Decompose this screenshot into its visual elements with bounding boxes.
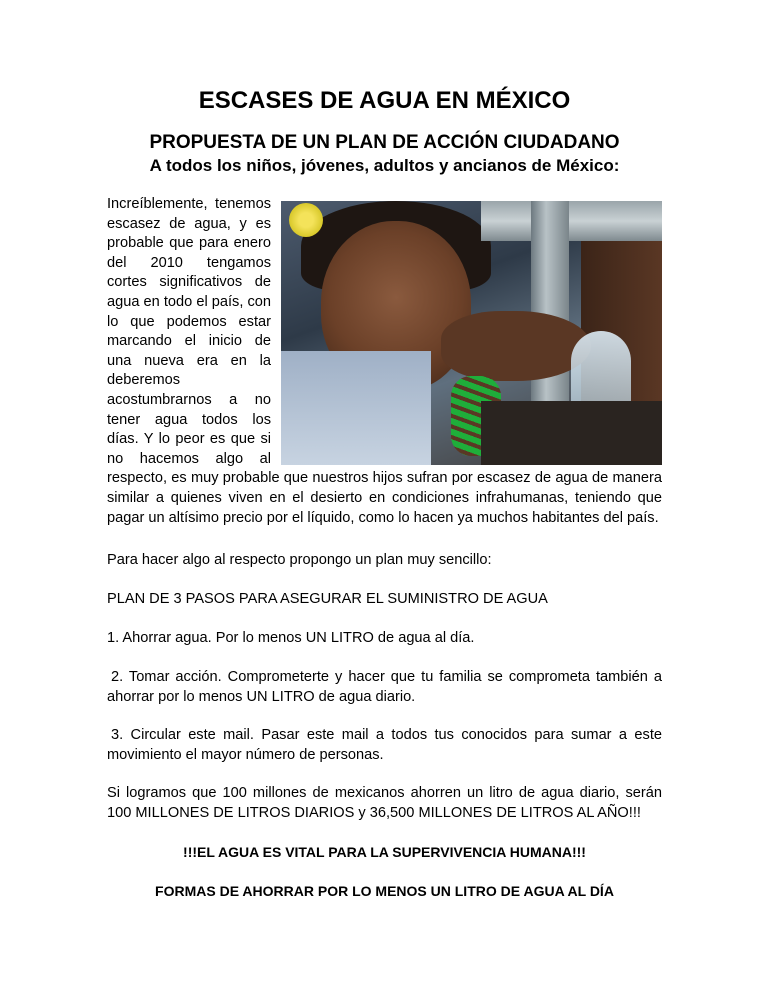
vital-note: !!!EL AGUA ES VITAL PARA LA SUPERVIVENCIA HUMANA!!! [183,844,586,860]
intro-paragraph: Increíblemente, tenemos escasez de agua, y es probable que para enero del 2010 tengamos cortes significativos de agua en todo el país, con lo que podemos estar marcando el inicio de una nueva era en la deberemos acostumbrarnos a no tener agua todos los días. Y lo peor es que si no hacemos algo al respecto, es muy probable que nuestros hijos sufran por escasez de agua de manera similar a quienes viven en el desierto en condiciones infrahumanas, teniendo que pagar un altísimo precio por el líquido, como lo hacen ya muchos habitantes del país. [107,196,662,526]
intro-section [107,195,662,528]
document-subtitle: PROPUESTA DE UN PLAN DE ACCIÓN CIUDADANO [149,132,620,153]
step-3: 3. Circular este mail. Pasar este mail a todos tus conocidos para sumar a este movimiento el mayor número de personas. [107,727,662,763]
plan-heading: PLAN DE 3 PASOS PARA ASEGURAR EL SUMINISTRO DE AGUA [107,591,548,607]
audience-line: A todos los niños, jóvenes, adultos y ancianos de México: [149,156,620,175]
conclusion-paragraph: Si logramos que 100 millones de mexicanos ahorren un litro de agua diario, serán 100 MILLONES DE LITROS DIARIOS y 36,500 MILLONES DE LITROS AL AÑO!!! [107,785,662,821]
step-1: 1. Ahorrar agua. Por lo menos UN LITRO de agua al día. [107,630,475,646]
girl-drinking-water-photo [281,201,662,465]
document-title: ESCASES DE AGUA EN MÉXICO [198,87,571,114]
ways-heading: FORMAS DE AHORRAR POR LO MENOS UN LITRO DE AGUA AL DÍA [155,883,614,899]
plan-intro: Para hacer algo al respecto propongo un plan muy sencillo: [107,552,492,568]
step-2: 2. Tomar acción. Comprometerte y hacer que tu familia se comprometa también a ahorrar por lo menos UN LITRO de agua diario. [107,669,662,705]
